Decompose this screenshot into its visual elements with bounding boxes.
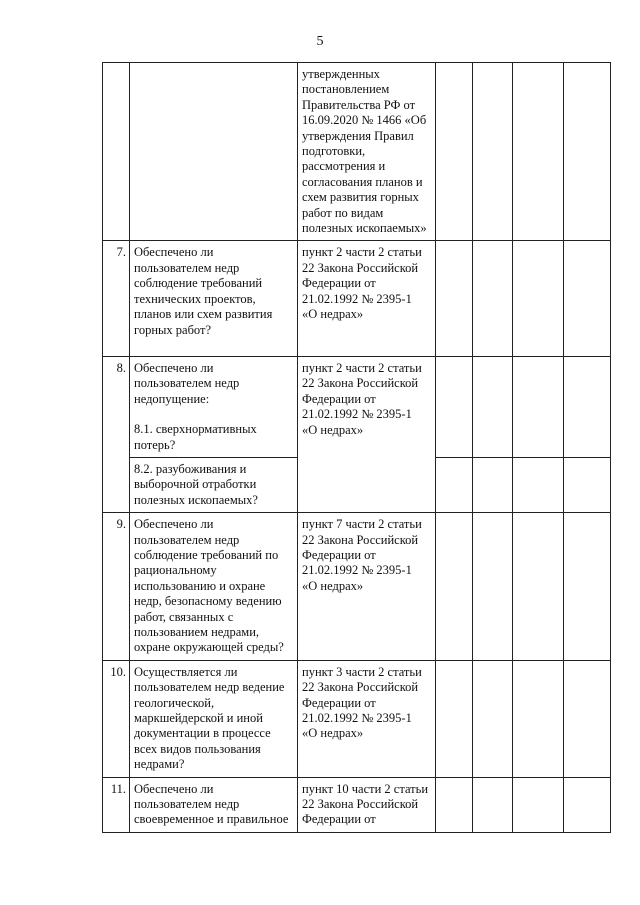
answer-na-cell [513,241,564,356]
answer-yes-cell [436,457,473,512]
note-cell [564,777,611,832]
note-cell [564,457,611,512]
note-cell [564,356,611,457]
sub-question-cell: 8.2. разубоживания и выборочной отработки полезных ископаемых? [130,457,298,512]
answer-yes-cell [436,356,473,457]
answer-no-cell [473,513,513,661]
answer-na-cell [513,63,564,241]
legal-basis-cell: пункт 7 части 2 статьи 22 Закона Российской Федерации от 21.02.1992 № 2395-1 «О недрах» [298,513,436,661]
question-cell: Обеспечено ли пользователем недр соблюдение требований по рациональному использованию и охране недр, безопасному ведению работ, связанных с пользованием недрами, охране окружающей среды? [130,513,298,661]
row-number: 7. [103,241,130,356]
note-cell [564,63,611,241]
legal-basis-cell: пункт 2 части 2 статьи 22 Закона Российской Федерации от 21.02.1992 № 2395-1 «О недрах» [298,241,436,356]
row-number [103,63,130,241]
table-row [103,356,611,457]
answer-no-cell [473,660,513,777]
note-cell [564,660,611,777]
sub-question-text: 8.1. сверхнормативных потерь? [134,422,257,452]
answer-na-cell [513,356,564,457]
question-cell [130,356,298,457]
page-number: 5 [316,34,324,49]
cell-spacer [134,338,294,352]
answer-no-cell [473,241,513,356]
row-number: 9. [103,513,130,661]
answer-na-cell [513,660,564,777]
question-text: Обеспечено ли пользователем недр соблюдение требований технических проектов, планов или схем развития горных работ? [134,245,273,337]
note-cell [564,513,611,661]
row-number: 8. [103,356,130,512]
answer-no-cell [473,457,513,512]
answer-yes-cell [436,660,473,777]
answer-yes-cell [436,63,473,241]
table-row [103,660,611,777]
answer-no-cell [473,777,513,832]
table-row [103,513,611,661]
table-row [103,63,611,241]
table-row [103,241,611,356]
row-number: 11. [103,777,130,832]
question-cell: Осуществляется ли пользователем недр ведение геологической, маркшейдерской и иной документации в процессе всех видов пользования недрами? [130,660,298,777]
answer-no-cell [473,63,513,241]
note-cell [564,241,611,356]
table-row [103,777,611,832]
cell-spacer [134,407,294,422]
answer-yes-cell [436,241,473,356]
row-number: 10. [103,660,130,777]
legal-basis-cell: пункт 2 части 2 статьи 22 Закона Российской Федерации от 21.02.1992 № 2395-1 «О недрах» [298,356,436,512]
question-cell: Обеспечено ли пользователем недр своевременное и правильное [130,777,298,832]
answer-na-cell [513,513,564,661]
legal-basis-cell: утвержденных постановлением Правительства РФ от 16.09.2020 № 1466 «Об утверждения Правил подготовки, рассмотрения и согласования планов и схем развития горных работ по видам полезных ископаемых» [298,63,436,241]
answer-yes-cell [436,513,473,661]
legal-basis-cell: пункт 3 части 2 статьи 22 Закона Российской Федерации от 21.02.1992 № 2395-1 «О недрах» [298,660,436,777]
answer-na-cell [513,457,564,512]
answer-yes-cell [436,777,473,832]
question-cell [130,241,298,356]
question-text: Обеспечено ли пользователем недр недопущение: [134,360,240,406]
checklist-table [102,62,611,833]
question-cell [130,63,298,241]
legal-basis-cell: пункт 10 части 2 статьи 22 Закона Российской Федерации от [298,777,436,832]
answer-na-cell [513,777,564,832]
answer-no-cell [473,356,513,457]
